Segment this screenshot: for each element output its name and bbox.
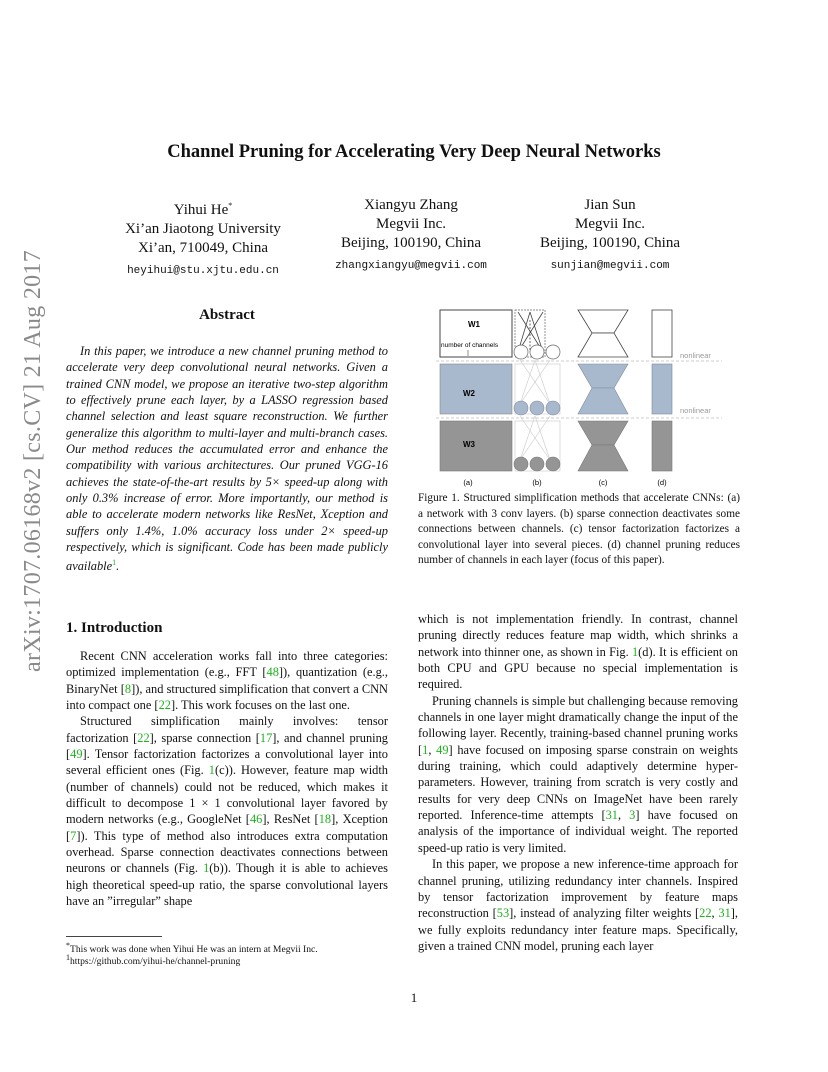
panel-label-b: (b) [532, 478, 542, 487]
body-text: , [618, 808, 630, 823]
channels-label: number of channels [441, 342, 499, 349]
body-text: ]. This work focuses on the last one. [170, 698, 351, 713]
citation-link[interactable]: 3 [629, 808, 636, 823]
body-text: which is not implementation friendly. In contrast, channel pruning directly reduces feature map width, which shrinks a network into thinner one, as shown in Fig. [418, 612, 738, 659]
panel-a [440, 310, 512, 471]
citation-link[interactable]: 1 [203, 861, 210, 876]
body-text: ]), and structured simplification that convert a CNN into compact one [ [66, 681, 388, 713]
w2-label: W2 [463, 389, 475, 398]
author-affiliation: Megvii Inc. [376, 216, 446, 232]
author-name: Xiangyu Zhang [364, 197, 458, 213]
body-text: In this paper, we propose a new inference-time approach for channel pruning, utilizing redundancy inter channels. Inspired by tensor factorization improvement by feature maps reconstruction [ [418, 857, 738, 921]
nonlinear-label-2: nonlinear [680, 406, 711, 415]
citation-link[interactable]: 46 [249, 812, 263, 827]
citation-link[interactable]: 22 [158, 698, 171, 713]
body-text: ] have focused on imposing sparse constrain on weights during training, which could adaptively determine hyper-parameters. However, training from scratch is very costly and results for very deep CNNs on ImageNet have been rarely reported. Inference-time attempts [ [418, 742, 738, 823]
footnote-url[interactable]: https://github.com/yihui-he/channel-pruning [70, 956, 241, 968]
citation-link[interactable]: 17 [259, 730, 273, 745]
author-block-3 [490, 196, 730, 276]
author-email[interactable]: zhangxiangyu@megvii.com [335, 260, 487, 272]
body-text: Structured simplification mainly involves: tensor factorization [ [66, 714, 388, 745]
author-block-1 [83, 196, 323, 281]
abstract-body [66, 343, 388, 575]
body-text: , [428, 742, 437, 757]
paragraph [66, 648, 388, 713]
author-name: Jian Sun [584, 197, 636, 213]
w3-label: W3 [463, 440, 475, 449]
intro-left-column [66, 648, 388, 910]
author-affiliation: Megvii Inc. [575, 216, 645, 232]
author-address: Beijing, 100190, China [341, 235, 481, 251]
figure-1 [430, 300, 730, 490]
paragraph [418, 693, 738, 856]
footnote-text: This work was done when Yihui He was an intern at Megvii Inc. [70, 944, 318, 956]
body-text: Pruning channels is simple but challenging because removing channels in one layer might dramatically change the input of the following layer. Recently, training-based channel pruning works [ [418, 693, 738, 757]
panel-b [514, 310, 560, 471]
w1-label: W1 [468, 320, 480, 329]
body-text: , [711, 906, 719, 921]
paragraph [418, 611, 738, 693]
citation-link[interactable]: 18 [318, 812, 332, 827]
panel-label-c: (c) [598, 478, 608, 487]
abstract-text: In this paper, we introduce a new channel pruning method to accelerate very deep convolutional neural networks. Given a trained CNN model, we propose an iterative two-step algorithm to effectively prune each layer, by a LASSO regression based channel selection and least square reconstruction. We further generalize this algorithm to multi-layer and multi-branch cases. Our method reduces the accumulated error and enhance the compatibility with various architectures. Our pruned VGG-16 achieves the state-of-the-art results by 5× speed-up along with only 0.3% increase of error. More importantly, our method is able to accelerate modern networks like ResNet, Xception and suffers only 1.4%, 1.0% accuracy loss under 2× speed-up respectively, which is significant. Code has been made publicly available [66, 344, 388, 574]
nonlinear-label-1: nonlinear [680, 351, 711, 360]
body-text: ], sparse connection [ [149, 730, 260, 745]
author-footnote-mark: * [228, 201, 233, 210]
citation-link[interactable]: 53 [496, 906, 510, 921]
arxiv-identifier: arXiv:1707.06168v2 [cs.CV] 21 Aug 2017 [20, 249, 46, 672]
citation-link[interactable]: 1 [422, 742, 429, 757]
body-text: ]), quantization (e.g., BinaryNet [ [66, 665, 389, 696]
citation-link[interactable]: 49 [70, 747, 83, 762]
citation-link[interactable]: 22 [699, 906, 712, 921]
panel-c [578, 310, 628, 471]
citation-link[interactable]: 49 [436, 742, 449, 757]
intro-right-column [418, 611, 738, 954]
arxiv-side-label [14, 249, 54, 680]
citation-link[interactable]: 1 [631, 644, 639, 659]
citation-link[interactable]: 22 [137, 730, 150, 745]
body-text: ], ResNet [ [262, 812, 319, 827]
footnote-mark: * [66, 941, 70, 950]
body-text: Recent CNN acceleration works fall into three categories: optimized implementation (e.g., FFT [ [66, 649, 388, 680]
paper-title: Channel Pruning for Accelerating Very Deep Neural Networks [167, 142, 661, 162]
author-address: Xi’an, 710049, China [138, 240, 268, 256]
body-text: ] have focused on analysis of the importance of individual weight. The reported speed-up ratio is very limited. [418, 808, 739, 855]
body-text: ], instead of analyzing filter weights [ [509, 906, 700, 921]
author-name: Yihui He [173, 202, 229, 218]
citation-link[interactable]: 8 [124, 681, 132, 696]
footnote-mark: 1 [66, 953, 70, 962]
footnote-link[interactable]: 1 [112, 558, 117, 568]
section-heading: 1. Introduction [66, 620, 163, 636]
panel-label-d: (d) [657, 478, 667, 487]
panel-d [652, 310, 672, 471]
panel-label-a: (a) [463, 478, 473, 487]
author-address: Beijing, 100190, China [540, 235, 680, 251]
body-text: ]. Tensor factorization factorizes a convolutional layer into several efficient ones (Fig. [66, 747, 388, 778]
footnote-2 [66, 952, 388, 968]
paragraph [66, 713, 388, 909]
body-text: ], we fully exploits redundancy inter feature maps. Specifically, given a trained CNN model, pruning each layer [418, 906, 738, 953]
author-email[interactable]: heyihui@stu.xjtu.edu.cn [127, 265, 279, 277]
citation-link[interactable]: 31 [605, 808, 618, 823]
body-text: (b)). Though it is able to achieves high theoretical speed-up ratio, the sparse convolutional layers have an ”irregular” shape [66, 861, 388, 909]
body-text: (d). It is efficient on both CPU and GPU because no special implementation is required. [418, 644, 738, 692]
abstract-end: . [116, 559, 120, 574]
figure-caption: Figure 1. Structured simplification methods that accelerate CNNs: (a) a network with 3 conv layers. (b) sparse connection deactivates some connections between channels. (c) tensor factorization factorizes a convolutional layer into several pieces. (d) channel pruning reduces number of channels in each layer (focus of this paper). [418, 492, 740, 566]
page-number: 1 [410, 990, 418, 1005]
body-text: ]). This type of method also introduces extra computation overhead. Sparse connection deactivates connections between neurons or channels (Fig. [66, 828, 388, 876]
abstract-heading: Abstract [199, 307, 255, 323]
body-text: ], Xception [ [66, 812, 388, 843]
footnote-rule [66, 936, 162, 937]
citation-link[interactable]: 1 [208, 763, 215, 778]
citation-link[interactable]: 48 [266, 665, 279, 680]
author-email[interactable]: sunjian@megvii.com [550, 260, 670, 272]
body-text: (c)). However, feature map width (number of channels) could not be reduced, which makes it difficult to decompose 1 × 1 convolutional layer favored by modern networks (e.g., GoogleNet [ [66, 763, 388, 827]
citation-link[interactable]: 7 [70, 828, 77, 843]
body-text: ], and channel pruning [ [66, 730, 388, 762]
citation-link[interactable]: 31 [718, 906, 731, 921]
paragraph [418, 856, 738, 954]
author-affiliation: Xi’an Jiaotong University [125, 221, 281, 237]
